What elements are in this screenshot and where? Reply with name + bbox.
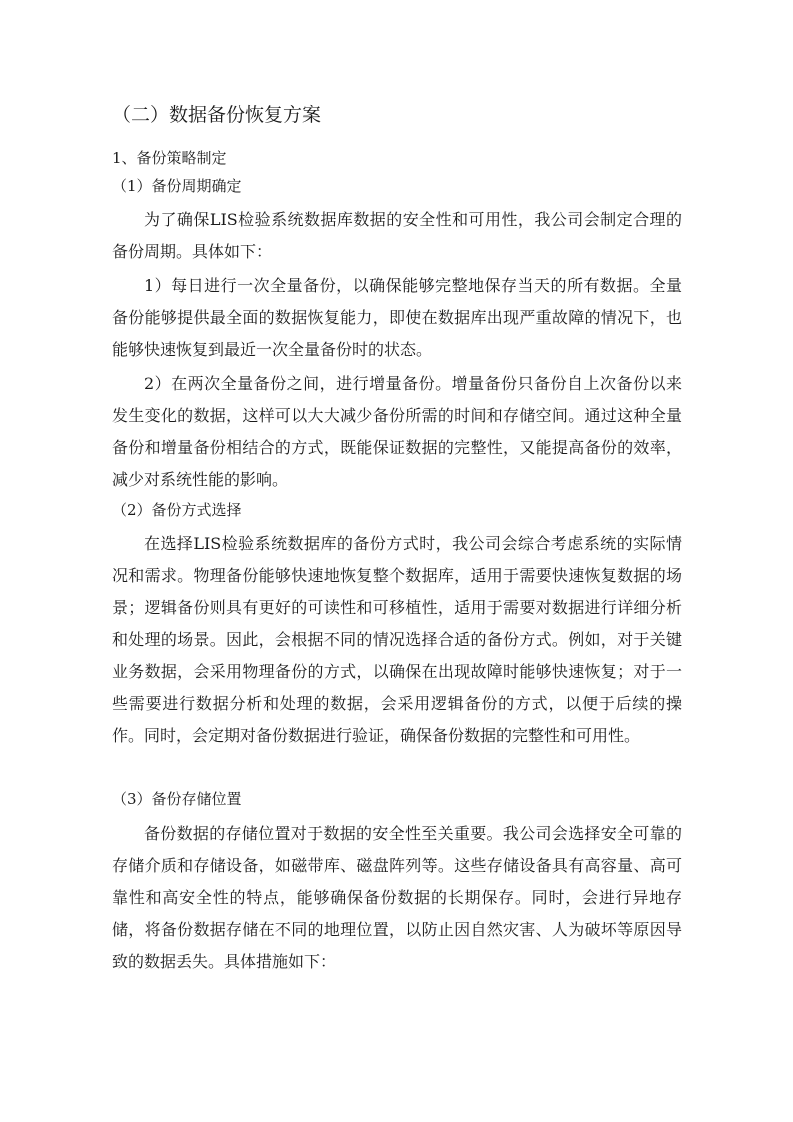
subheading-backup-storage: （3）备份存储位置 bbox=[112, 790, 242, 808]
paragraph-backup-storage: 备份数据的存储位置对于数据的安全性至关重要。我公司会选择安全可靠的存储介质和存储设备，如磁带库、磁盘阵列等。这些存储设备具有高容量、高可靠性和高安全性的特点，能够确保备份数据的长期保存。同时，会进行异地存储，将备份数据存储在不同的地理位置，以防止因自然灾害、人为破坏等原因导致的数据丢失。具体措施如下： bbox=[112, 824, 682, 971]
subheading-backup-method: （2）备份方式选择 bbox=[112, 501, 242, 519]
paragraph-incremental-backup: 2）在两次全量备份之间，进行增量备份。增量备份只备份自上次备份以来发生变化的数据，这样可以大大减少备份所需的时间和存储空间。通过这种全量备份和增量备份相结合的方式，既能保证数据的完整性，又能提高备份的效率，减少对系统性能的影响。 bbox=[112, 374, 682, 489]
paragraph-daily-full-backup: 1）每日进行一次全量备份，以确保能够完整地保存当天的所有数据。全量备份能够提供最全面的数据恢复能力，即使在数据库出现严重故障的情况下，也能够快速恢复到最近一次全量备份时的状态。 bbox=[112, 276, 682, 359]
heading-backup-strategy: 1、备份策略制定 bbox=[112, 149, 227, 167]
section-title: （二）数据备份恢复方案 bbox=[112, 104, 322, 126]
paragraph-backup-cycle-intro: 为了确保LIS检验系统数据库数据的安全性和可用性，我公司会制定合理的备份周期。具体如下： bbox=[112, 210, 682, 261]
subheading-backup-cycle: （1）备份周期确定 bbox=[112, 177, 242, 195]
paragraph-backup-method: 在选择LIS检验系统数据库的备份方式时，我公司会综合考虑系统的实际情况和需求。物理备份能够快速地恢复整个数据库，适用于需要快速恢复数据的场景；逻辑备份则具有更好的可读性和可移植性，适用于需要对数据进行详细分析和处理的场景。因此，会根据不同的情况选择合适的备份方式。例如，对于关键业务数据，会采用物理备份的方式，以确保在出现故障时能够快速恢复；对于一些需要进行数据分析和处理的数据，会采用逻辑备份的方式，以便于后续的操作。同时，会定期对备份数据进行验证，确保备份数据的完整性和可用性。 bbox=[112, 534, 682, 745]
